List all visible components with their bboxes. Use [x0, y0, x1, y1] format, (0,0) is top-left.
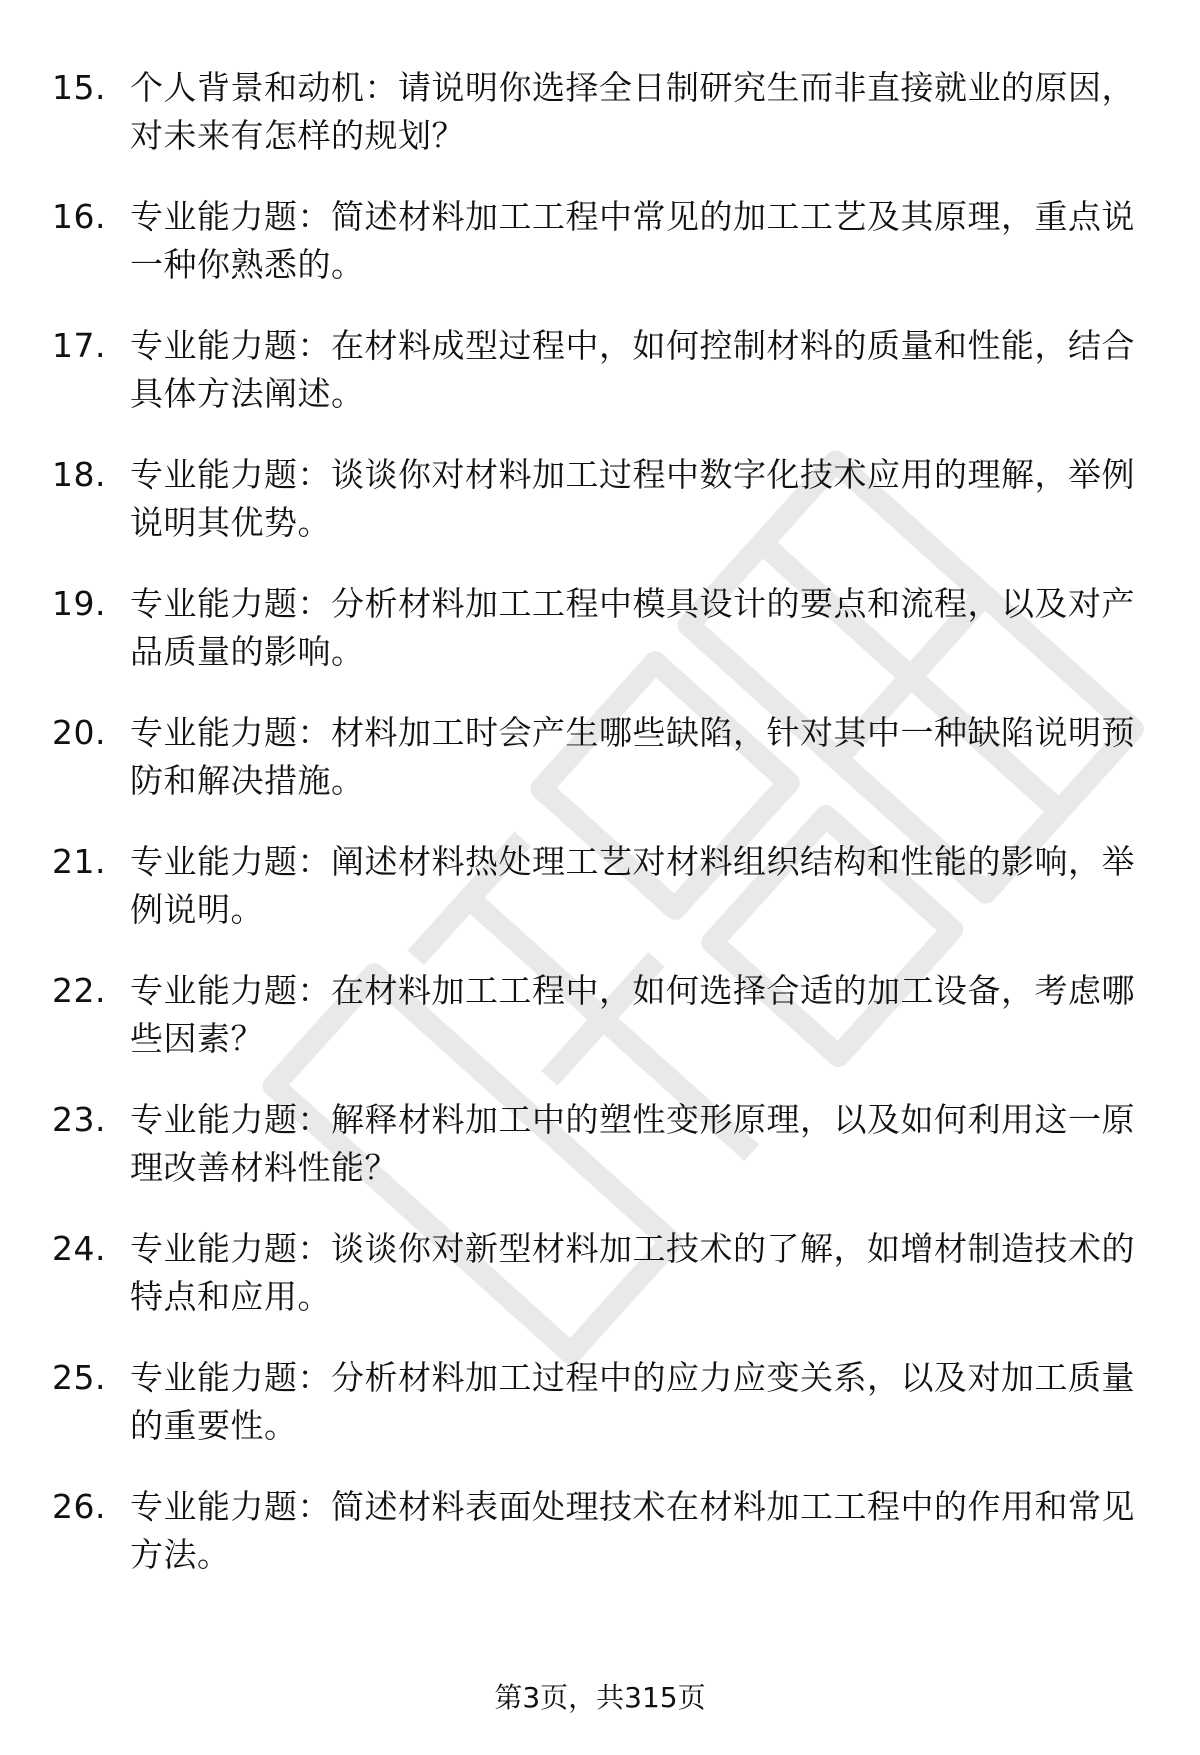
page-number: 第3页，共315页: [494, 1681, 706, 1714]
question-number: 20.: [52, 713, 106, 752]
question-text: 专业能力题：分析材料加工工程中模具设计的要点和流程，以及对产品质量的影响。: [130, 584, 1135, 671]
question-text: 专业能力题：简述材料表面处理技术在材料加工工程中的作用和常见方法。: [130, 1487, 1135, 1574]
question-item: [52, 1483, 1152, 1579]
question-item: [52, 838, 1152, 934]
question-list: [52, 64, 1152, 1612]
question-number: 26.: [52, 1487, 106, 1526]
question-item: [52, 1225, 1152, 1321]
question-text: 专业能力题：在材料加工工程中，如何选择合适的加工设备，考虑哪些因素？: [130, 971, 1135, 1058]
question-item: [52, 322, 1152, 418]
question-number: 25.: [52, 1358, 106, 1397]
question-number: 15.: [52, 68, 106, 107]
question-number: 23.: [52, 1100, 106, 1139]
question-item: [52, 1096, 1152, 1192]
question-text: 专业能力题：阐述材料热处理工艺对材料组织结构和性能的影响，举例说明。: [130, 842, 1135, 929]
question-number: 19.: [52, 584, 106, 623]
question-number: 24.: [52, 1229, 106, 1268]
question-text: 专业能力题：谈谈你对新型材料加工技术的了解，如增材制造技术的特点和应用。: [130, 1229, 1135, 1316]
question-item: [52, 967, 1152, 1063]
question-item: [52, 64, 1152, 160]
question-text: 个人背景和动机：请说明你选择全日制研究生而非直接就业的原因，对未来有怎样的规划？: [130, 68, 1135, 155]
question-item: [52, 1354, 1152, 1450]
question-number: 17.: [52, 326, 106, 365]
question-number: 18.: [52, 455, 106, 494]
question-number: 21.: [52, 842, 106, 881]
question-text: 专业能力题：材料加工时会产生哪些缺陷，针对其中一种缺陷说明预防和解决措施。: [130, 713, 1135, 800]
question-item: [52, 451, 1152, 547]
question-text: 专业能力题：谈谈你对材料加工过程中数字化技术应用的理解，举例说明其优势。: [130, 455, 1135, 542]
question-item: [52, 580, 1152, 676]
question-text: 专业能力题：解释材料加工中的塑性变形原理，以及如何利用这一原理改善材料性能？: [130, 1100, 1135, 1187]
question-number: 16.: [52, 197, 106, 236]
question-text: 专业能力题：在材料成型过程中，如何控制材料的质量和性能，结合具体方法阐述。: [130, 326, 1135, 413]
question-number: 22.: [52, 971, 106, 1010]
question-text: 专业能力题：分析材料加工过程中的应力应变关系，以及对加工质量的重要性。: [130, 1358, 1135, 1445]
question-item: [52, 193, 1152, 289]
question-text: 专业能力题：简述材料加工工程中常见的加工工艺及其原理，重点说一种你熟悉的。: [130, 197, 1135, 284]
question-item: [52, 709, 1152, 805]
